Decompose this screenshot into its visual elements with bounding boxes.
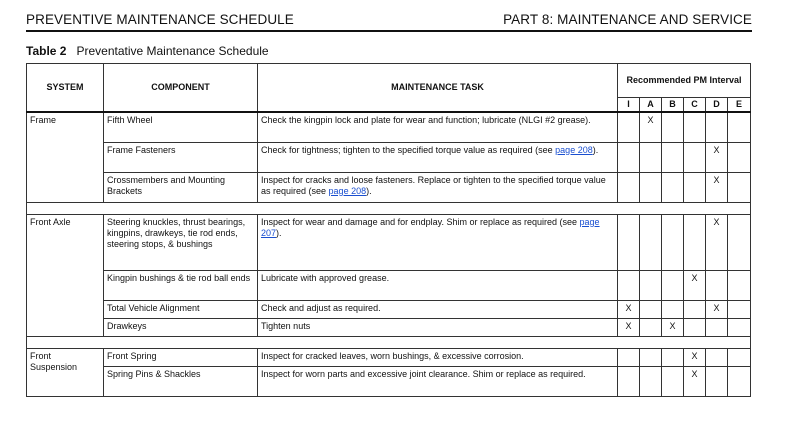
page-link[interactable]: page 207 [261, 216, 600, 238]
interval-mark: X [706, 172, 728, 202]
column-header-system: SYSTEM [27, 64, 104, 113]
page-header [26, 10, 752, 32]
interval-mark: X [618, 318, 640, 336]
system-cell [27, 172, 104, 202]
task-cell [258, 172, 618, 202]
interval-mark [618, 366, 640, 396]
interval-mark [662, 214, 684, 270]
component-cell: Front Spring [104, 348, 258, 366]
page-header-section: PART 8: MAINTENANCE AND SERVICE [503, 12, 752, 27]
task-text-end: ). [592, 144, 599, 155]
system-cell [27, 270, 104, 300]
interval-mark [728, 366, 751, 396]
interval-mark [618, 348, 640, 366]
interval-header-c: C [684, 98, 706, 113]
maintenance-table [26, 63, 751, 397]
interval-mark [662, 300, 684, 318]
section-spacer [27, 202, 751, 214]
interval-mark [640, 318, 662, 336]
interval-mark [706, 112, 728, 142]
interval-mark: X [684, 270, 706, 300]
table-row [27, 366, 751, 396]
interval-mark [662, 348, 684, 366]
interval-mark [618, 214, 640, 270]
interval-mark: X [662, 318, 684, 336]
component-cell: Fifth Wheel [104, 112, 258, 142]
interval-header-i: I [618, 98, 640, 113]
interval-mark [728, 300, 751, 318]
task-cell [258, 214, 618, 270]
table-caption-label: Table 2 [26, 44, 67, 58]
table-caption [26, 44, 269, 58]
component-cell: Steering knuckles, thrust bearings, kingpins, drawkeys, tie rod ends, steering stops, & bushings [104, 214, 258, 270]
task-text: Inspect for cracks and loose fasteners. Replace or tighten to the specified torque value as required (see [261, 174, 606, 196]
interval-mark [662, 270, 684, 300]
interval-mark [706, 318, 728, 336]
table-row [27, 214, 751, 270]
interval-header-d: D [706, 98, 728, 113]
task-text: Inspect for wear and damage and for endplay. Shim or replace as required (see [261, 216, 580, 227]
interval-mark [662, 112, 684, 142]
page-link[interactable]: page 208 [555, 144, 593, 155]
task-cell: Check and adjust as required. [258, 300, 618, 318]
interval-mark [618, 270, 640, 300]
table-row [27, 300, 751, 318]
interval-mark: X [684, 366, 706, 396]
interval-mark [662, 142, 684, 172]
interval-mark [684, 172, 706, 202]
interval-header-a: A [640, 98, 662, 113]
column-header-interval: Recommended PM Interval [618, 64, 751, 98]
table-row [27, 348, 751, 366]
interval-mark [640, 366, 662, 396]
task-cell [258, 142, 618, 172]
interval-mark [640, 300, 662, 318]
component-cell: Kingpin bushings & tie rod ball ends [104, 270, 258, 300]
interval-mark: X [706, 300, 728, 318]
interval-mark [728, 348, 751, 366]
interval-mark [706, 348, 728, 366]
interval-mark: X [706, 214, 728, 270]
interval-mark [706, 270, 728, 300]
component-cell: Crossmembers and Mounting Brackets [104, 172, 258, 202]
table-row [27, 112, 751, 142]
interval-mark [640, 142, 662, 172]
component-cell: Total Vehicle Alignment [104, 300, 258, 318]
task-text: Check for tightness; tighten to the specified torque value as required (see [261, 144, 556, 155]
interval-mark [684, 142, 706, 172]
interval-mark [728, 172, 751, 202]
component-cell: Frame Fasteners [104, 142, 258, 172]
system-cell [27, 318, 104, 336]
table-caption-title: Preventative Maintenance Schedule [76, 44, 269, 58]
component-cell: Spring Pins & Shackles [104, 366, 258, 396]
interval-mark [618, 112, 640, 142]
interval-header-b: B [662, 98, 684, 113]
task-cell: Check the kingpin lock and plate for wear and function; lubricate (NLGI #2 grease). [258, 112, 618, 142]
interval-mark [662, 366, 684, 396]
interval-mark [728, 142, 751, 172]
interval-mark: X [684, 348, 706, 366]
page-link[interactable]: page 208 [328, 185, 367, 196]
interval-mark [618, 172, 640, 202]
interval-mark [684, 318, 706, 336]
task-cell: Inspect for worn parts and excessive joint clearance. Shim or replace as required. [258, 366, 618, 396]
interval-mark [640, 348, 662, 366]
interval-mark [684, 214, 706, 270]
system-cell [27, 142, 104, 172]
interval-mark: X [706, 142, 728, 172]
interval-mark: X [618, 300, 640, 318]
interval-mark [728, 214, 751, 270]
section-spacer [27, 336, 751, 348]
task-text-end: ). [276, 227, 282, 238]
interval-mark [640, 214, 662, 270]
page-header-title: PREVENTIVE MAINTENANCE SCHEDULE [26, 12, 294, 27]
system-cell: Frame [27, 112, 104, 142]
system-cell [27, 300, 104, 318]
table-row [27, 142, 751, 172]
column-header-task: MAINTENANCE TASK [258, 64, 618, 113]
system-cell: Front Axle [27, 214, 104, 270]
table-row [27, 270, 751, 300]
task-cell: Tighten nuts [258, 318, 618, 336]
interval-mark: X [640, 112, 662, 142]
interval-mark [706, 366, 728, 396]
interval-mark [728, 318, 751, 336]
interval-mark [684, 112, 706, 142]
interval-mark [618, 142, 640, 172]
interval-mark [640, 270, 662, 300]
task-cell: Lubricate with approved grease. [258, 270, 618, 300]
interval-mark [728, 112, 751, 142]
system-cell: Front Suspension [27, 348, 104, 396]
component-cell: Drawkeys [104, 318, 258, 336]
task-cell: Inspect for cracked leaves, worn bushings, & excessive corrosion. [258, 348, 618, 366]
table-row [27, 172, 751, 202]
interval-mark [662, 172, 684, 202]
interval-mark [684, 300, 706, 318]
interval-header-e: E [728, 98, 751, 113]
interval-mark [640, 172, 662, 202]
column-header-component: COMPONENT [104, 64, 258, 113]
interval-mark [728, 270, 751, 300]
table-row [27, 318, 751, 336]
task-text-end: ). [366, 185, 372, 196]
